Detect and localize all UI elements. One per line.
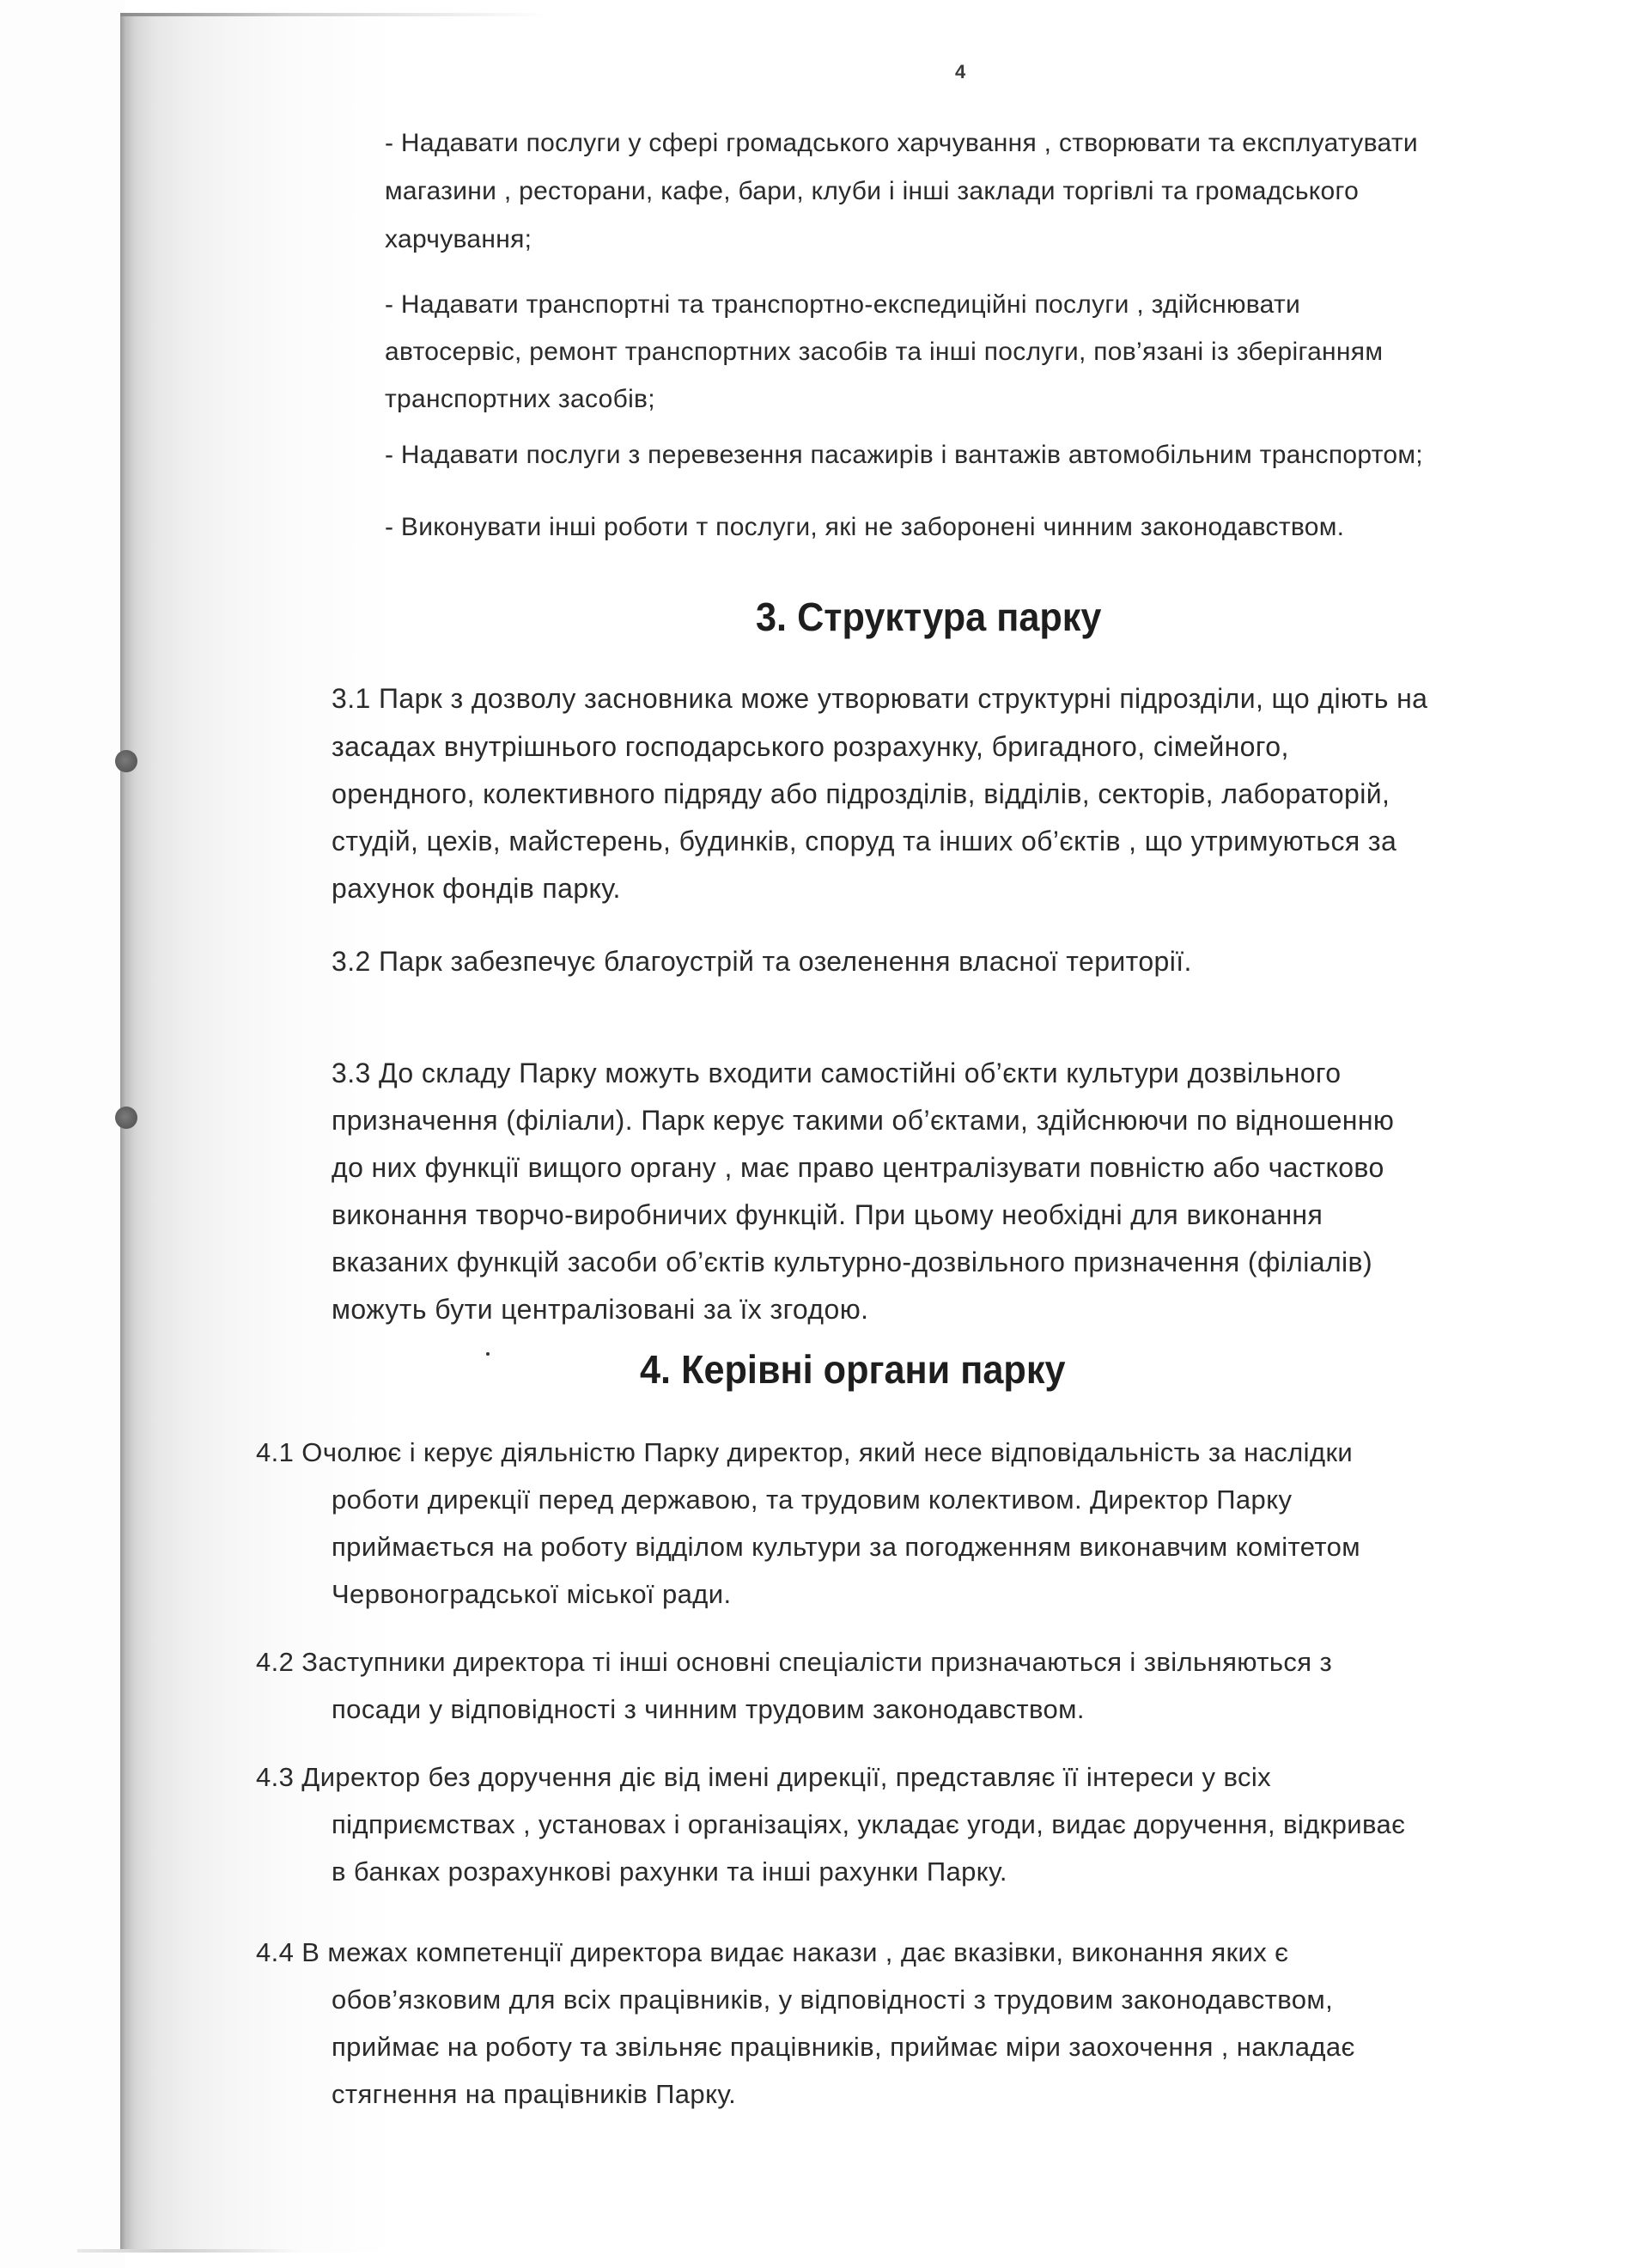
paragraph-line: приймає на роботу та звільняє працівників, приймає міри заохочення , накладає bbox=[332, 2032, 1355, 2062]
paragraph-line: роботи дирекції перед державою, та трудовим колективом. Директор Парку bbox=[332, 1485, 1293, 1515]
paragraph-line: стягнення на працівників Парку. bbox=[332, 2079, 737, 2109]
paragraph-line: 4.2 Заступники директора ті інші основні спеціалісти призначаються і звільняються з bbox=[256, 1647, 1333, 1677]
section-4-heading: 4. Керівні органи парку bbox=[640, 1347, 1066, 1392]
bullet-line: - Виконувати інші роботи т послуги, які не заборонені чинним законодавством. bbox=[385, 513, 1345, 541]
paragraph-line: 4.3 Директор без доручення діє від імені дирекції, представляє її інтереси у всіх bbox=[256, 1762, 1272, 1792]
paragraph-line: 4.4 В межах компетенції директора видає накази , дає вказівки, виконання яких є bbox=[256, 1937, 1289, 1967]
paragraph-line: студій, цехів, майстерень, будинків, споруд та інших об’єктів , що утримуються за bbox=[332, 826, 1397, 857]
paragraph-line: приймається на роботу відділом культури за погодженням виконавчим комітетом bbox=[332, 1532, 1361, 1562]
page-top-edge bbox=[120, 13, 550, 16]
punch-hole-bottom bbox=[115, 1107, 137, 1129]
bullet-line: - Надавати послуги з перевезення пасажирів і вантажів автомобільним транспортом; bbox=[385, 441, 1423, 469]
scan-speck bbox=[486, 1352, 490, 1356]
bullet-line: харчування; bbox=[385, 225, 532, 253]
paragraph-line: виконання творчо-виробничих функцій. При цьому необхідні для виконання bbox=[332, 1199, 1323, 1230]
section-3-heading: 3. Структура парку bbox=[756, 594, 1102, 639]
paragraph-line: вказаних функцій засоби об’єктів культурно-дозвільного призначення (філіалів) bbox=[332, 1247, 1373, 1277]
paragraph-line: 3.2 Парк забезпечує благоустрій та озеленення власної території. bbox=[332, 946, 1192, 977]
scan-margin bbox=[0, 0, 125, 2268]
bullet-line: - Надавати послуги у сфері громадського харчування , створювати та експлуатувати bbox=[385, 129, 1418, 157]
paragraph-line: обов’язковим для всіх працівників, у відповідності з трудовим законодавством, bbox=[332, 1984, 1334, 2015]
bullet-line: автосервіс, ремонт транспортних засобів та інші послуги, пов’язані із зберіганням bbox=[385, 338, 1384, 366]
paragraph-line: рахунок фондів парку. bbox=[332, 873, 621, 904]
paragraph-line: 4.1 Очолює і керує діяльністю Парку директор, який несе відповідальність за наслідки bbox=[256, 1437, 1354, 1467]
punch-hole-top bbox=[115, 750, 137, 772]
page-bottom-edge bbox=[77, 2249, 301, 2253]
paragraph-line: 3.3 До складу Парку можуть входити самостійні об’єкти культури дозвільного bbox=[332, 1058, 1342, 1088]
bullet-line: магазини , ресторани, кафе, бари, клуби і інші заклади торгівлі та громадського bbox=[385, 177, 1360, 205]
paragraph-line: орендного, колективного підряду або підрозділів, відділів, секторів, лабораторій, bbox=[332, 778, 1390, 809]
paragraph-line: Червоноградської міської ради. bbox=[332, 1579, 732, 1609]
paragraph-line: призначення (філіали). Парк керує такими об’єктами, здійснюючи по відношенню bbox=[332, 1105, 1395, 1136]
paragraph-line: до них функції вищого органу , має право централізувати повністю або частково bbox=[332, 1152, 1384, 1183]
paragraph-line: посади у відповідності з чинним трудовим законодавством. bbox=[332, 1694, 1085, 1724]
paragraph-line: в банках розрахункові рахунки та інші рахунки Парку. bbox=[332, 1856, 1007, 1887]
bullet-line: - Надавати транспортні та транспортно-експедиційні послуги , здійснювати bbox=[385, 290, 1301, 319]
paragraph-line: можуть бути централізовані за їх згодою. bbox=[332, 1294, 869, 1325]
paragraph-line: 3.1 Парк з дозволу засновника може утворювати структурні підрозділи, що діють на bbox=[332, 683, 1428, 714]
bullet-line: транспортних засобів; bbox=[385, 385, 655, 413]
paragraph-line: засадах внутрішнього господарського розрахунку, бригадного, сімейного, bbox=[332, 731, 1289, 762]
paragraph-line: підприємствах , установах і організаціях, укладає угоди, видає доручення, відкриває bbox=[332, 1809, 1406, 1839]
page-number: 4 bbox=[955, 61, 966, 82]
